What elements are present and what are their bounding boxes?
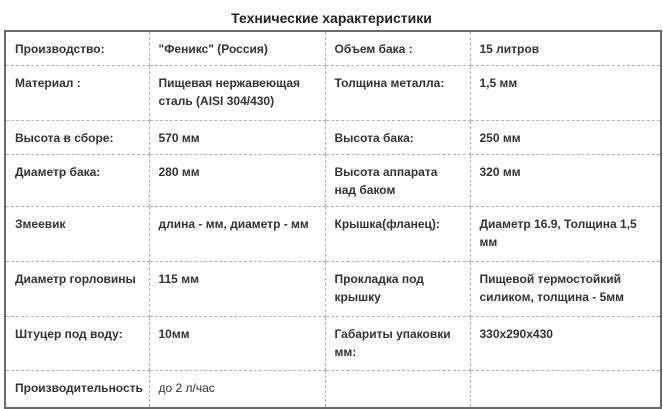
spec-value: 570 мм	[149, 120, 325, 154]
spec-value: 15 литров	[470, 31, 661, 65]
spec-value: 1,5 мм	[470, 65, 661, 120]
spec-label: Производительность	[5, 370, 149, 408]
spec-value: до 2 л/час	[149, 370, 325, 408]
spec-label: Крышка(фланец):	[325, 206, 470, 261]
table-row	[5, 65, 661, 120]
table-row	[5, 31, 661, 65]
spec-label: Толщина металла:	[325, 65, 470, 120]
spec-value: длина - мм, диаметр - мм	[149, 206, 325, 261]
table-row	[5, 261, 661, 316]
spec-value: 115 мм	[149, 261, 325, 316]
spec-label: Штуцер под воду:	[5, 316, 149, 370]
spec-value: 320 мм	[470, 154, 661, 206]
spec-label: Диаметр горловины	[5, 261, 149, 316]
spec-value: Пищевая нержавеющая сталь (AISI 304/430)	[149, 65, 325, 120]
spec-value	[470, 370, 661, 408]
spec-value: 280 мм	[149, 154, 325, 206]
table-row	[5, 316, 661, 370]
spec-value: Диаметр 16.9, Толщина 1,5 мм	[470, 206, 661, 261]
spec-label: Объем бака :	[325, 31, 470, 65]
spec-label: Змеевик	[5, 206, 149, 261]
spec-value: Пищевой термостойкий силиком, толщина - 5мм	[470, 261, 661, 316]
spec-label: Материал :	[5, 65, 149, 120]
spec-label: Прокладка под крышку	[325, 261, 470, 316]
spec-label: Высота в сборе:	[5, 120, 149, 154]
spec-table	[4, 30, 662, 409]
spec-value: "Феникс" (Россия)	[149, 31, 325, 65]
spec-value: 330х290х430	[470, 316, 661, 370]
spec-label: Диаметр бака:	[5, 154, 149, 206]
table-row	[5, 154, 661, 206]
spec-value: 250 мм	[470, 120, 661, 154]
table-row	[5, 120, 661, 154]
spec-value: 10мм	[149, 316, 325, 370]
spec-label: Габариты упаковки мм:	[325, 316, 470, 370]
table-row	[5, 370, 661, 408]
table-row	[5, 206, 661, 261]
spec-label	[325, 370, 470, 408]
spec-label: Высота аппарата над баком	[325, 154, 470, 206]
page-title: Технические характеристики	[231, 10, 432, 26]
spec-label: Производство:	[5, 31, 149, 65]
spec-label: Высота бака:	[325, 120, 470, 154]
